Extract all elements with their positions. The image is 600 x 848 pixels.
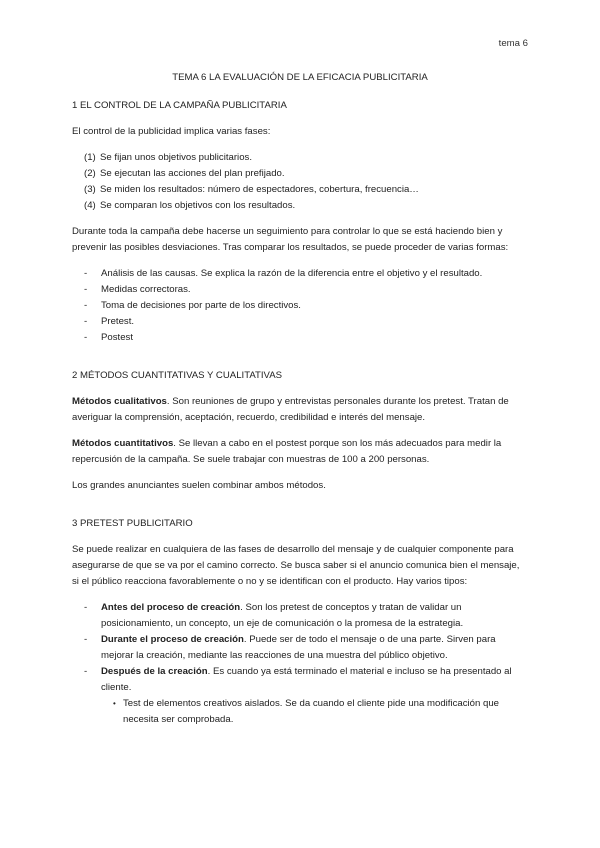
phase-number: (1) [84,152,96,163]
option-text: Pretest. [101,316,135,327]
dash-marker: - [84,634,88,645]
sub-item-text: Test de elementos creativos aislados. Se da cuando el cliente pide una modificación que necesita ser comprobada. [123,698,499,725]
options-list [72,266,528,346]
dash-marker: - [84,602,88,613]
dash-marker: - [84,300,88,311]
sub-list-item [101,696,528,728]
type-description: . Puede ser de todo el mensaje o de una parte. Sirven para mejorar la creación, mediante las reacciones de una muestra del público objetivo. [101,634,496,661]
dash-marker: - [84,316,88,327]
section-3-paragraph: Se puede realizar en cualquiera de las fases de desarrollo del mensaje y de cualquier componente para asegurarse de que se va por el camino correcto. Se busca saber si el anuncio comunica bien el mensaje, si el público reacciona favorablemente o no y se identifican con el producto. Hay varios tipos: [72,544,520,587]
phase-item [72,198,528,214]
list-item [72,314,528,330]
section-1-paragraph: Durante toda la campaña debe hacerse un seguimiento para controlar lo que se está haciendo bien y prevenir las posibles desviaciones. Tras comparar los resultados, se puede proceder de varias formas: [72,226,509,253]
list-item [72,330,528,346]
phase-number: (3) [84,184,96,195]
type-label: Después de la creación [101,666,208,677]
pretest-types-list [72,600,528,728]
option-text: Análisis de las causas. Se explica la razón de la diferencia entre el objetivo y el resultado. [101,268,483,279]
list-item [72,600,528,632]
page-header-label: tema 6 [498,38,528,49]
section-spacer [72,504,528,516]
option-text: Toma de decisiones por parte de los directivos. [101,300,301,311]
list-item [72,632,528,664]
type-label: Durante el proceso de creación [101,634,244,645]
sub-list [101,696,528,728]
document-title: TEMA 6 LA EVALUACIÓN DE LA EFICACIA PUBLICITARIA [172,72,428,83]
type-description: . Es cuando ya está terminado el material e incluso se ha presentado al cliente. [101,666,512,693]
phase-text: Se comparan los objetivos con los resultados. [100,200,296,211]
list-item [72,266,528,282]
section-3-heading: 3 PRETEST PUBLICITARIO [72,518,193,529]
type-text [101,600,528,632]
quantitative-text: . Se llevan a cabo en el postest porque son los más adecuados para medir la repercusión de la campaña. Se suele trabajar con muestras de 100 a 200 personas. [72,438,502,465]
section-1-heading: 1 EL CONTROL DE LA CAMPAÑA PUBLICITARIA [72,100,287,111]
list-item [72,664,528,728]
quantitative-label: Métodos cuantitativos [72,438,174,449]
list-item [72,298,528,314]
phase-item [72,182,528,198]
phase-text: Se fijan unos objetivos publicitarios. [100,152,252,163]
qualitative-text: . Son reuniones de grupo y entrevistas personales durante los pretest. Tratan de averiguar la comprensión, aceptación, recuerdo, credibilidad e interés del mensaje. [72,396,509,423]
phase-text: Se ejecutan las acciones del plan prefijado. [100,168,285,179]
type-description: . Son los pretest de conceptos y tratan de validar un posicionamiento, un concepto, un eje de comunicación o la promesa de la estrategia. [101,602,464,629]
phase-text: Se miden los resultados: número de espectadores, cobertura, frecuencia… [100,184,419,195]
section-2-heading: 2 MÉTODOS CUANTITATIVAS Y CUALITATIVAS [72,370,283,381]
phase-number: (2) [84,168,96,179]
quantitative-paragraph [72,436,528,468]
document-content [72,70,528,738]
type-text [101,632,528,664]
phase-item [72,150,528,166]
dash-marker: - [84,332,88,343]
type-label: Antes del proceso de creación [101,602,241,613]
dash-marker: - [84,666,88,677]
option-text: Postest [101,332,133,343]
dash-marker: - [84,268,88,279]
section-2-closing: Los grandes anunciantes suelen combinar ambos métodos. [72,480,326,491]
section-1-intro: El control de la publicidad implica varias fases: [72,126,271,137]
phase-item [72,166,528,182]
type-text [101,664,528,728]
section-spacer [72,356,528,368]
list-item [72,282,528,298]
phase-number: (4) [84,200,96,211]
phases-list [72,150,528,214]
option-text: Medidas correctoras. [101,284,191,295]
qualitative-label: Métodos cualitativos [72,396,167,407]
dash-marker: - [84,284,88,295]
qualitative-paragraph [72,394,528,426]
bullet-marker: • [113,699,116,708]
